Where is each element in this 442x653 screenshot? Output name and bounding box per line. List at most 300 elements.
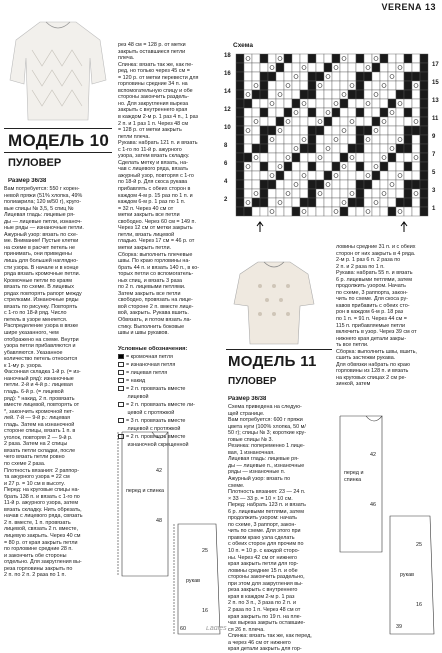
chart-cell [276,153,284,162]
chart-row-label-right: 13 [432,98,439,104]
model10-text-line: лишь для большей наглядно- [4,258,79,265]
model10-text-line: но. Для закругления выреза [118,100,189,107]
model10-text-line: стику. Выполнить боковые [118,323,185,330]
chart-cell [380,99,388,108]
chart-cell [324,153,332,162]
chart-cell [396,144,404,153]
chart-cell [260,126,268,135]
model10-sleeve-label: рукав [186,578,200,584]
model10-text-line: по 2 п. лицевыми петлями. [118,284,186,291]
chart-cell [380,54,388,63]
model10-text-line: свободно, провязать на лице- [118,297,193,304]
chart-cell [356,198,364,207]
chart-cell [244,207,252,216]
model10-text-line: закрыть оставшиеся петли [118,48,186,55]
chart-cell [332,72,340,81]
chart-cell [316,162,324,171]
chart-cell [412,144,420,153]
model10-text-line: = 32 п. Через 40 см от [118,205,174,212]
chart-cell [268,108,276,117]
chart-cell [372,162,380,171]
model11-text-line: рон в каждом 6-м р. 18 раз [336,309,404,316]
legend-label: = 3 п. провязать вместе [126,417,186,424]
chart-cell [388,135,396,144]
chart-cell [348,90,356,99]
model11-text-line: 2 раза по 1 п. Через 48 см от [228,606,301,613]
chart-cell [300,126,308,135]
chart-cell [268,90,276,99]
chart-cell [292,135,300,144]
chart-cell [316,153,324,162]
chart-cell [420,90,428,99]
chart-cell [412,198,420,207]
model11-dim-1: 42 [370,452,376,458]
model11-column-1 [228,404,334,653]
chart-cell [340,90,348,99]
chart-cell [308,189,316,198]
chart-cell [260,162,268,171]
chart-cell [356,63,364,72]
chart-cell [380,126,388,135]
legend-label: лицевой с протяжкой [126,425,181,432]
model10-text-line: ред, но только через 45 см = [118,68,190,75]
chart-cell [292,207,300,216]
chart-row-label-left: 6 [224,161,228,167]
chart-cell [348,99,356,108]
chart-cell [412,54,420,63]
chart-cell [268,198,276,207]
legend-label: = изнаночная петля [126,361,176,368]
chart-cell [300,153,308,162]
chart-cell [252,171,260,180]
chart-cell [276,189,284,198]
chart-cell [268,117,276,126]
chart-cell [332,171,340,180]
chart-cell [372,81,380,90]
model11-text-line: края детали закрыть для гор- [228,646,302,653]
model10-text-line: к 1-му р. узора. [4,362,43,369]
chart-cell [292,144,300,153]
chart-cell [260,117,268,126]
chart-cell [292,189,300,198]
model11-text-line: чах выреза закрыть оставшие- [228,620,306,627]
chart-cell [300,99,308,108]
chart-cell [380,108,388,117]
chart-cell [396,90,404,99]
chart-cell [244,198,252,207]
chart-cell [388,81,396,90]
chart-cell [372,63,380,72]
chart-cell [356,180,364,189]
chart-cell [284,207,292,216]
chart-cell [324,72,332,81]
chart-cell [268,54,276,63]
model11-text-line: кавов прибавить с обеих сто- [336,302,410,309]
chart-cell [332,144,340,153]
model10-dim-5: 60 [180,626,186,632]
chart-cell [276,198,284,207]
chart-cell [332,81,340,90]
model10-dim-1: 42 [156,468,162,474]
model11-dim-5: 39 [396,624,402,630]
model11-text-line: вая, 1 изнаночная. [228,449,275,456]
model10-text-line: уголок, повторяя 2 — 9-й р. [4,434,73,441]
chart-cell [420,63,428,72]
model11-pattern-diagram [336,412,440,638]
model11-text-line: 10 п. = 10 р. с каждой сторо- [228,548,300,555]
chart-cell [380,72,388,81]
chart-cell [348,72,356,81]
model10-text-line: ряда вязать кромочные петли. [4,271,81,278]
chart-cell [300,63,308,72]
model11-text-line: края закрыть по 19 п. на пле- [228,613,302,620]
model11-text-line: Рукава: набрать 55 п. и вязать [336,270,413,277]
chart-cell [244,90,252,99]
chart-cell [388,72,396,81]
model10-text-line: вязать петли складки, после [4,447,76,454]
chart-cell [244,117,252,126]
chart-cell [348,189,356,198]
chart-cell [388,63,396,72]
chart-cell [276,117,284,126]
chart-cell [292,162,300,171]
model10-text-line: реза горловины закрыть по [4,565,73,572]
chart-row-label-right: 5 [432,170,436,176]
chart-cell [332,90,340,99]
chart-cell [300,81,308,90]
chart-cell [252,117,260,126]
magazine-name: VERENA [381,2,422,12]
chart-cell [388,207,396,216]
model11-text-line: Для обвязки набрать по краю [336,361,410,368]
chart-cell [404,99,412,108]
chart-cell [348,198,356,207]
model11-sleeve-label: рукав [400,572,414,578]
model11-text-line: Сборка: выполнить швы, вшить, [336,348,417,355]
chart-cell [308,72,316,81]
chart-title: Схема [233,42,254,49]
chart-cell [340,63,348,72]
chart-cell [348,126,356,135]
chart-cell [420,189,428,198]
chart-cell [340,144,348,153]
chart-cell [372,144,380,153]
model10-text-line: швы и швы рукавов. [118,330,169,337]
model10-text-line: с 1-го по 18-й ряд. Число [4,310,67,317]
legend-label: цевой с протяжкой [126,409,175,416]
chart-cell [356,135,364,144]
chart-cell [236,72,244,81]
chart-cell [332,117,340,126]
chart-cell [420,207,428,216]
chart-cell [324,189,332,198]
chart-row-label-left: 10 [224,125,231,131]
chart-cell [396,189,404,198]
model10-text-line: брать 138 п. и вязать с 1-го по [4,493,80,500]
model10-text-line: Через 12 см от метки закрыть [118,225,193,232]
chart-cell [404,180,412,189]
chart-cell [276,135,284,144]
chart-cell [244,153,252,162]
chart-cell [324,162,332,171]
model10-text-line: Ажурный узор: вязать по схе- [4,231,78,238]
chart-cell [412,126,420,135]
chart-cell [404,189,412,198]
chart-cell [284,90,292,99]
chart-cell [244,54,252,63]
model10-text-line: наночный ряд): изнаночные [4,375,74,382]
chart-cell [396,72,404,81]
chart-cell [276,90,284,99]
chart-cell [364,135,372,144]
model11-text-line: ды — лицевые п., изнаночные [228,462,305,469]
chart-cell [340,108,348,117]
chart-cell [324,90,332,99]
chart-cell [412,99,420,108]
chart-cell [420,198,428,207]
chart-cell [404,81,412,90]
model11-text-line: Ажурный узор: вязать по [228,476,291,483]
chart-cell [324,135,332,144]
model10-text-line: метки закрыть все петли [118,212,180,219]
chart-cell [412,135,420,144]
chart-cell [284,162,292,171]
chart-cell [364,126,372,135]
model10-dim-2: 48 [156,518,162,524]
model10-text-line: ные ряды — изнаночные петли. [4,225,84,232]
model10-text-line: полиакрила; 120 м/50 г), круго- [4,199,82,206]
model10-text-line: прибавлять с обеих сторон в [118,186,191,193]
chart-cell [404,135,412,144]
model11-subtitle: ПУЛОВЕР [228,376,277,387]
chart-cell [308,162,316,171]
model11-text-line: продолжить узором. Начать [336,283,406,290]
chart-cell [340,198,348,207]
chart-cell [332,135,340,144]
chart-cell [252,108,260,117]
chart-cell [236,189,244,198]
chart-cell [252,153,260,162]
chart-cell [380,117,388,126]
model10-front-label: перед и спинка [126,488,165,494]
chart-cell [284,180,292,189]
legend-label: лицевой [126,393,149,400]
model10-text-line: лицевую закрыть. Через 40 см [4,532,81,539]
chart-cell [380,144,388,153]
chart-cell [332,99,340,108]
chart-cell [404,144,412,153]
model10-text-line: вой стороне 2 п. вместе лице- [118,303,194,310]
chart-cell [340,126,348,135]
model10-text-line: = 80 р. от края закрыть петли [4,539,78,546]
chart-cell [308,117,316,126]
model11-text-line: × 33 — 33 р. = 10 × 10 см. [228,495,293,502]
chart-cell [252,135,260,144]
chart-cell [380,135,388,144]
chart-cell [260,144,268,153]
chart-cell [324,63,332,72]
model11-text-line: с обеих сторон для прочим по [228,541,304,548]
chart-cell [260,99,268,108]
model11-dim-2: 46 [370,502,376,508]
model11-text-line: ть все петли. [336,342,369,349]
legend-title: Условные обозначения: [118,346,188,352]
chart-cell [284,72,292,81]
chart-cell [268,153,276,162]
chart-cell [396,117,404,126]
chart-cell [324,126,332,135]
chart-cell [364,171,372,180]
chart-cell [348,81,356,90]
model10-title: МОДЕЛЬ 10 [8,131,110,150]
chart-cell [260,63,268,72]
chart-cell [364,180,372,189]
model11-text-line: стороны закончить раздельно, [228,574,305,581]
model10-rule-top [4,128,112,129]
model10-text-line: по схеме 2 раза. [4,460,46,467]
model11-text-line: цвета нуги (100% хлопка, 50 м/ [228,423,306,430]
chart-cell [372,198,380,207]
chart-cell [252,72,260,81]
chart-cell [340,135,348,144]
legend-label: = 2 п. провязать вместе [126,433,186,440]
legend-item [118,409,224,417]
model11-dim-3: 25 [416,542,422,548]
chart-row-label-left: 2 [224,197,228,203]
chart-cell [372,207,380,216]
chart-cell [268,81,276,90]
chart-cell [356,99,364,108]
model10-text-line: отображено на схеме. Внутри [4,336,79,343]
legend-symbol [118,386,124,391]
chart-cell [396,108,404,117]
chart-cell [292,99,300,108]
chart-cell [260,81,268,90]
chart-cell [340,72,348,81]
model11-title: МОДЕЛЬ 11 [228,353,317,370]
chart-cell [316,135,324,144]
chart-row-label-right: 9 [432,134,436,140]
model10-text-line: каждом 6-м р. 1 раз по 1 п. [118,199,186,206]
chart-cell [412,189,420,198]
chart-cell [348,153,356,162]
chart-cell [332,108,340,117]
chart-cell [364,54,372,63]
chart-cell [308,135,316,144]
chart-cell [348,117,356,126]
chart-cell [372,153,380,162]
chart-cell [300,207,308,216]
chart-cell [252,198,260,207]
chart-cell [284,144,292,153]
chart-cell [364,99,372,108]
chart-cell [316,198,324,207]
chart-row-label-right: 3 [432,188,436,194]
model10-text-line: лицевой, связать 2 п. вместе, [4,526,79,533]
chart-cell [300,189,308,198]
chart-cell [244,180,252,189]
chart-cell [420,162,428,171]
chart-cell [316,90,324,99]
chart-cell [236,207,244,216]
legend-item [118,353,224,361]
chart-cell [388,171,396,180]
model10-text-line: петли, вязать лицевой [118,231,175,238]
model11-text-line: чить по схеме. Для скоса ру- [336,296,408,303]
model11-text-line: Резинка: попеременно 1 лице- [228,443,305,450]
chart-cell [308,54,316,63]
model10-text-line: узора петли прибавляются и [4,343,76,350]
chart-cell [252,144,260,153]
chart-cell [236,81,244,90]
chart-cell [404,171,412,180]
model10-text-line: Сборка: выполнить плечевые [118,251,193,258]
chart-cell [332,153,340,162]
legend-item [118,377,224,385]
chart-cell [348,207,356,216]
chart-cell [316,144,324,153]
model10-text-line: Рукава: набрать 121 п. и вязать [118,140,198,147]
chart-cell [388,144,396,153]
chart-cell [420,144,428,153]
model10-text-line: петли. 2-й и 4-й р.: лицевая [4,382,73,389]
model11-text-line: продолжить узором: начать [228,515,297,522]
chart-cell [356,54,364,63]
model10-subtitle: ПУЛОВЕР [8,157,62,169]
chart-cell [420,135,428,144]
chart-cell [420,72,428,81]
chart-cell [244,144,252,153]
model10-text-line: стороны закончить раздель- [118,94,189,101]
chart-cell [308,207,316,216]
model11-text-line: Перед: набрать 123 п. и вязать [228,502,306,509]
chart-cell [300,108,308,117]
model10-text-line: плеча. [118,55,135,62]
chart-cell [308,108,316,117]
legend-item [118,369,224,377]
chart-cell [236,126,244,135]
chart-cell [372,180,380,189]
chart-cell [284,54,292,63]
chart-cell [252,189,260,198]
model10-text-line: петель в узоре меняется. [4,316,68,323]
model11-text-line: щей странице. [228,410,265,417]
chart-cell [404,207,412,216]
model10-text-line: Вам потребуется: 550 г корен- [4,186,80,192]
chart-cell [300,180,308,189]
chart-cell [388,126,396,135]
chart-cell [292,153,300,162]
chart-cell [324,108,332,117]
chart-cell [300,171,308,180]
chart-cell [404,153,412,162]
model11-text-line: по схеме, 3 раппорта, закон- [336,289,408,296]
chart-cell [284,171,292,180]
model11-text-line: Спинка: вязать так же, как перед, [228,633,312,640]
legend-symbol [118,354,124,359]
watermark: Ladies [206,626,227,632]
chart-cell [292,126,300,135]
model10-text-line: 2 п. вместе, 1 п. провязать [4,519,71,526]
chart-cell [292,117,300,126]
chart-cell [356,153,364,162]
chart-cell [268,144,276,153]
chart-cell [412,162,420,171]
chart-cell [340,54,348,63]
legend-symbol [118,378,124,383]
chart-cell [404,90,412,99]
chart-cell [292,108,300,117]
